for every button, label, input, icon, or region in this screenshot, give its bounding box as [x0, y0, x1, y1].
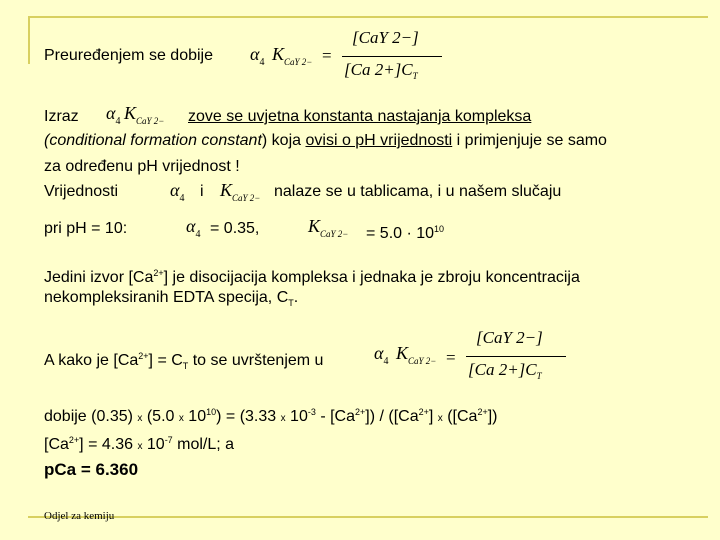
fraction-bar	[466, 356, 566, 357]
k-conditional-value: = $5.0 \cdot 10^{10}$	[366, 224, 445, 242]
slide-frame-top	[28, 16, 708, 18]
line-dobije-equation: dobije (0.35) x (5.0 x $10^{10}) = (3.33$ x $10^{-3} - [Ca^{2+}]) / ([Ca^{2+}]$ x $([Ca^{2+}])$	[44, 407, 498, 425]
fraction-numerator: [CaY 2−]	[476, 328, 543, 347]
k-conditional-symbol: $K_{CaY 2-}$	[220, 180, 261, 203]
result-pca: pCa = 6.360	[44, 460, 139, 479]
footer-department: Odjel za kemiju	[44, 510, 115, 522]
line-conditional: (conditional formation constant) koja ovisi o pH vrijednosti i primjenjuje se samo	[44, 132, 607, 149]
k-conditional-symbol: $K_{CaY 2-}$	[124, 103, 165, 126]
line-preuredenjem: Preuređenjem se dobije	[44, 47, 213, 64]
alpha4-symbol: $\alpha_4$	[106, 103, 121, 127]
fraction-denominator: [Ca $2+]C_T$	[344, 60, 418, 81]
alpha4-value: = 0.35,	[210, 220, 260, 237]
line-vrijednosti: Vrijednosti	[44, 183, 119, 200]
line-ca-concentration: $[Ca^{2+}] = 4.36$ x $10^{-7}$ mol/L; a	[44, 435, 235, 453]
formation-constant-fraction-2: = [CaY 2−] [Ca $2+]C_T$	[446, 326, 566, 386]
line-izraz-underlined: zove se uvjetna konstanta nastajanja kompleksa	[188, 108, 532, 125]
fraction-denominator: [Ca $2+]C_T$	[468, 360, 542, 381]
k-conditional-symbol: $K_{CaY 2-}$	[272, 44, 313, 67]
line-ph-value: za određenu pH vrijednost !	[44, 158, 240, 175]
slide-frame-left	[28, 16, 30, 64]
word-i: i	[200, 183, 204, 200]
slide-frame-bottom	[28, 516, 708, 518]
fraction-numerator: [CaY 2−]	[352, 28, 419, 47]
line-nekompleksiranih: nekompleksiranih EDTA specija, $C_T$.	[44, 289, 299, 308]
alpha4-symbol: $\alpha_4$	[374, 343, 389, 367]
alpha4-symbol: $\alpha_4$	[250, 44, 265, 68]
alpha4-symbol: $\alpha_4$	[170, 180, 185, 204]
line-tablice: nalaze se u tablicama, i u našem slučaju	[274, 183, 562, 200]
line-a-kako-je: A kako je $[Ca^{2+}] = C_T$ to se uvrštenjem u	[44, 351, 324, 371]
line-jedini-izvor: Jedini izvor $[Ca^{2+}]$ je disocijacija kompleksa i jednaka je zbroju koncentracija	[44, 268, 580, 286]
alpha4-symbol: $\alpha_4$	[186, 216, 201, 240]
k-conditional-symbol: $K_{CaY 2-}$	[308, 216, 349, 239]
fraction-bar	[342, 56, 442, 57]
k-conditional-symbol: $K_{CaY 2-}$	[396, 343, 437, 366]
line-izraz-start: Izraz	[44, 108, 79, 125]
line-ph10: pri pH = 10:	[44, 220, 128, 237]
formation-constant-fraction-1: = [CaY 2−] [Ca $2+]C_T$	[322, 26, 442, 86]
